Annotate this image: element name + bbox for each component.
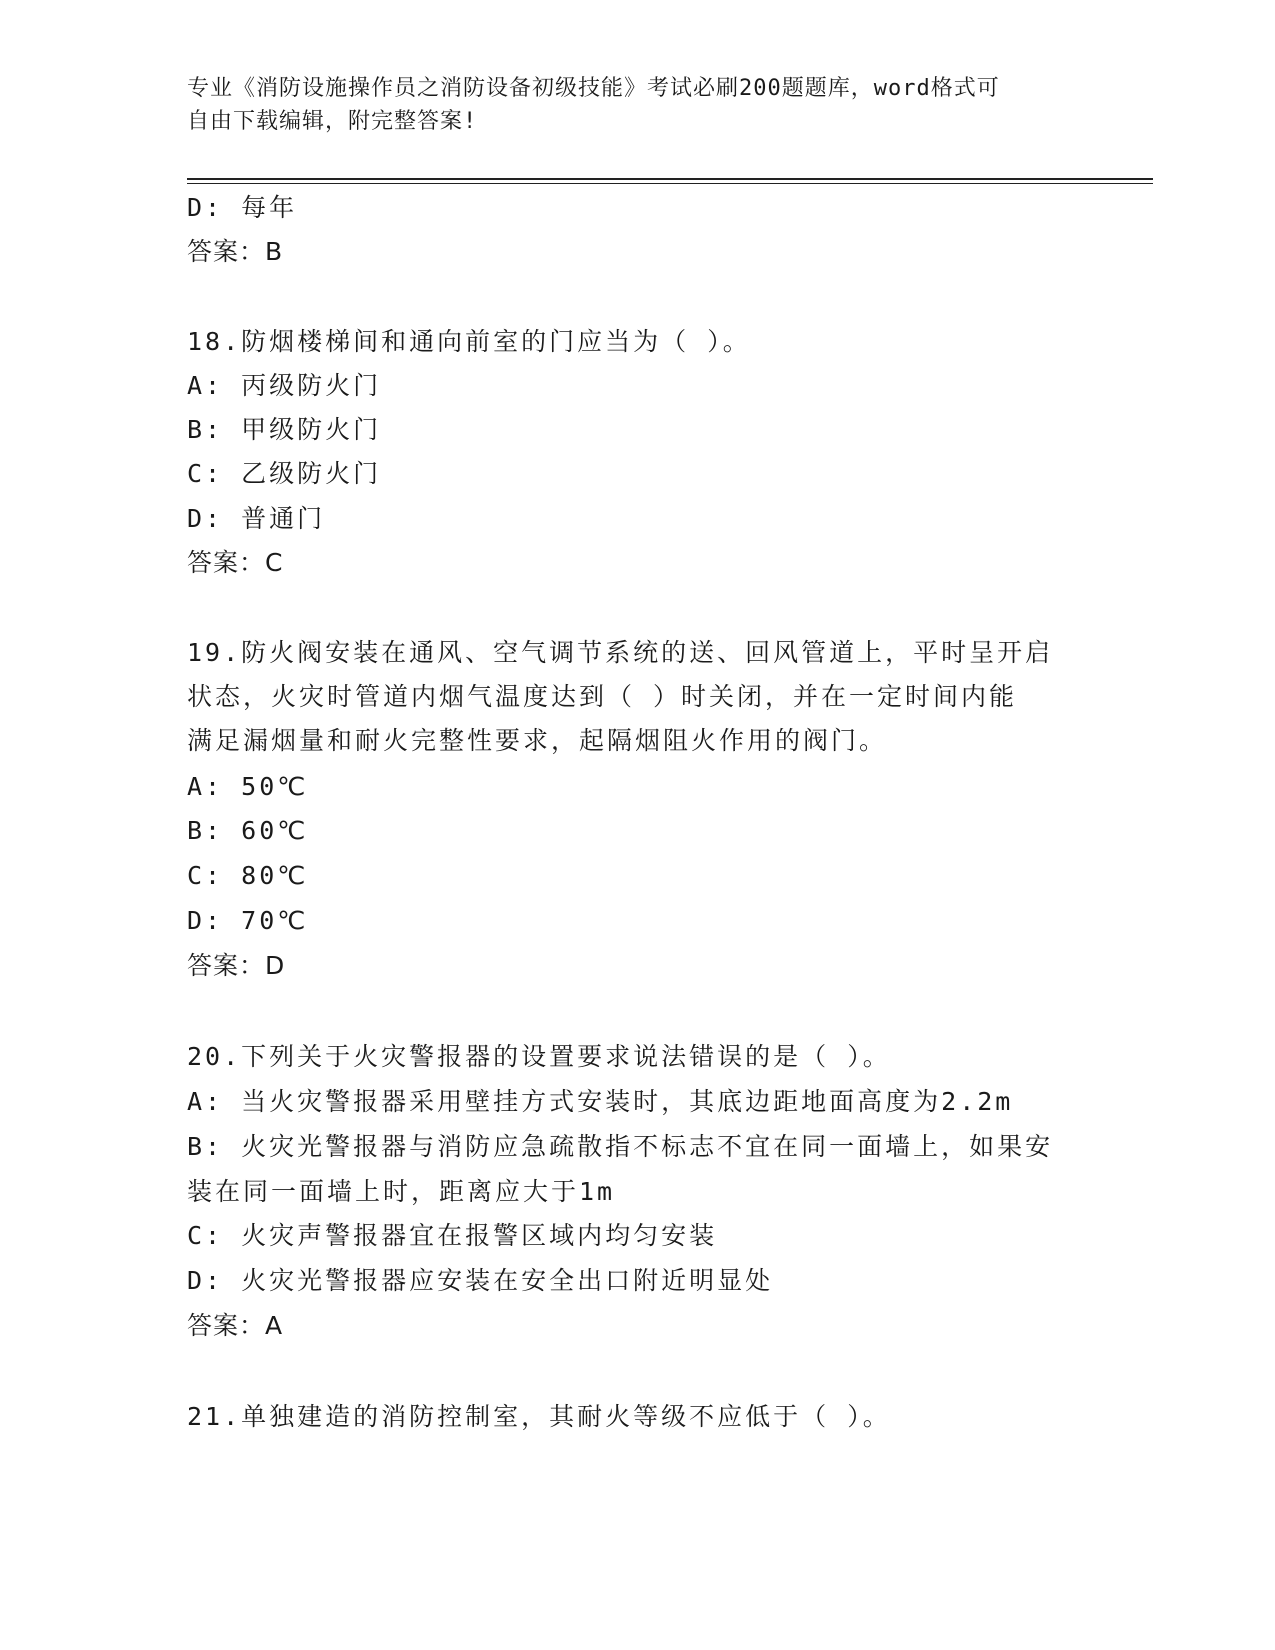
q21-question: 21.单独建造的消防控制室，其耐火等级不应低于（ ）。 [187, 1402, 891, 1431]
q17-option-d: D: 每年 [187, 193, 298, 222]
q18-option-a: A: 丙级防火门 [187, 371, 382, 400]
q18-answer: 答案：C [187, 548, 284, 577]
document-header [187, 72, 1087, 138]
q20-option-a: A: 当火灾警报器采用壁挂方式安装时，其底边距地面高度为2.2m [187, 1087, 1014, 1116]
q17-answer: 答案：B [187, 237, 284, 266]
q20-question: 20.下列关于火灾警报器的设置要求说法错误的是（ ）。 [187, 1042, 891, 1071]
q19-option-a: A: 50℃ [187, 772, 309, 801]
header-divider-thick [187, 178, 1153, 180]
q20-answer: 答案：A [187, 1311, 284, 1340]
q19-question-line-3: 满足漏烟量和耐火完整性要求，起隔烟阻火作用的阀门。 [187, 726, 888, 755]
header-line-2: 自由下载编辑，附完整答案! [187, 109, 478, 134]
q20-option-b-line-1: B: 火灾光警报器与消防应急疏散指不标志不宜在同一面墙上，如果安 [187, 1132, 1054, 1161]
q20-option-d: D: 火灾光警报器应安装在安全出口附近明显处 [187, 1266, 774, 1295]
q19-option-b: B: 60℃ [187, 816, 309, 845]
q19-question-line-2: 状态，火灾时管道内烟气温度达到（ ）时关闭，并在一定时间内能 [187, 682, 1018, 711]
q18-option-c: C: 乙级防火门 [187, 459, 382, 488]
q18-question: 18.防烟楼梯间和通向前室的门应当为（ ）。 [187, 327, 751, 356]
header-divider-thin [187, 183, 1153, 184]
q20-option-b-line-2: 装在同一面墙上时，距离应大于1m [187, 1177, 616, 1206]
q19-option-c: C: 80℃ [187, 861, 309, 890]
q18-option-b: B: 甲级防火门 [187, 415, 382, 444]
q19-option-d: D: 70℃ [187, 906, 309, 935]
q19-question-line-1: 19.防火阀安装在通风、空气调节系统的送、回风管道上，平时呈开启 [187, 638, 1054, 667]
q20-option-c: C: 火灾声警报器宜在报警区域内均匀安装 [187, 1221, 718, 1250]
header-line-1: 专业《消防设施操作员之消防设备初级技能》考试必刷200题题库，word格式可 [187, 76, 1000, 101]
q18-option-d: D: 普通门 [187, 504, 326, 533]
q19-answer: 答案：D [187, 951, 286, 980]
